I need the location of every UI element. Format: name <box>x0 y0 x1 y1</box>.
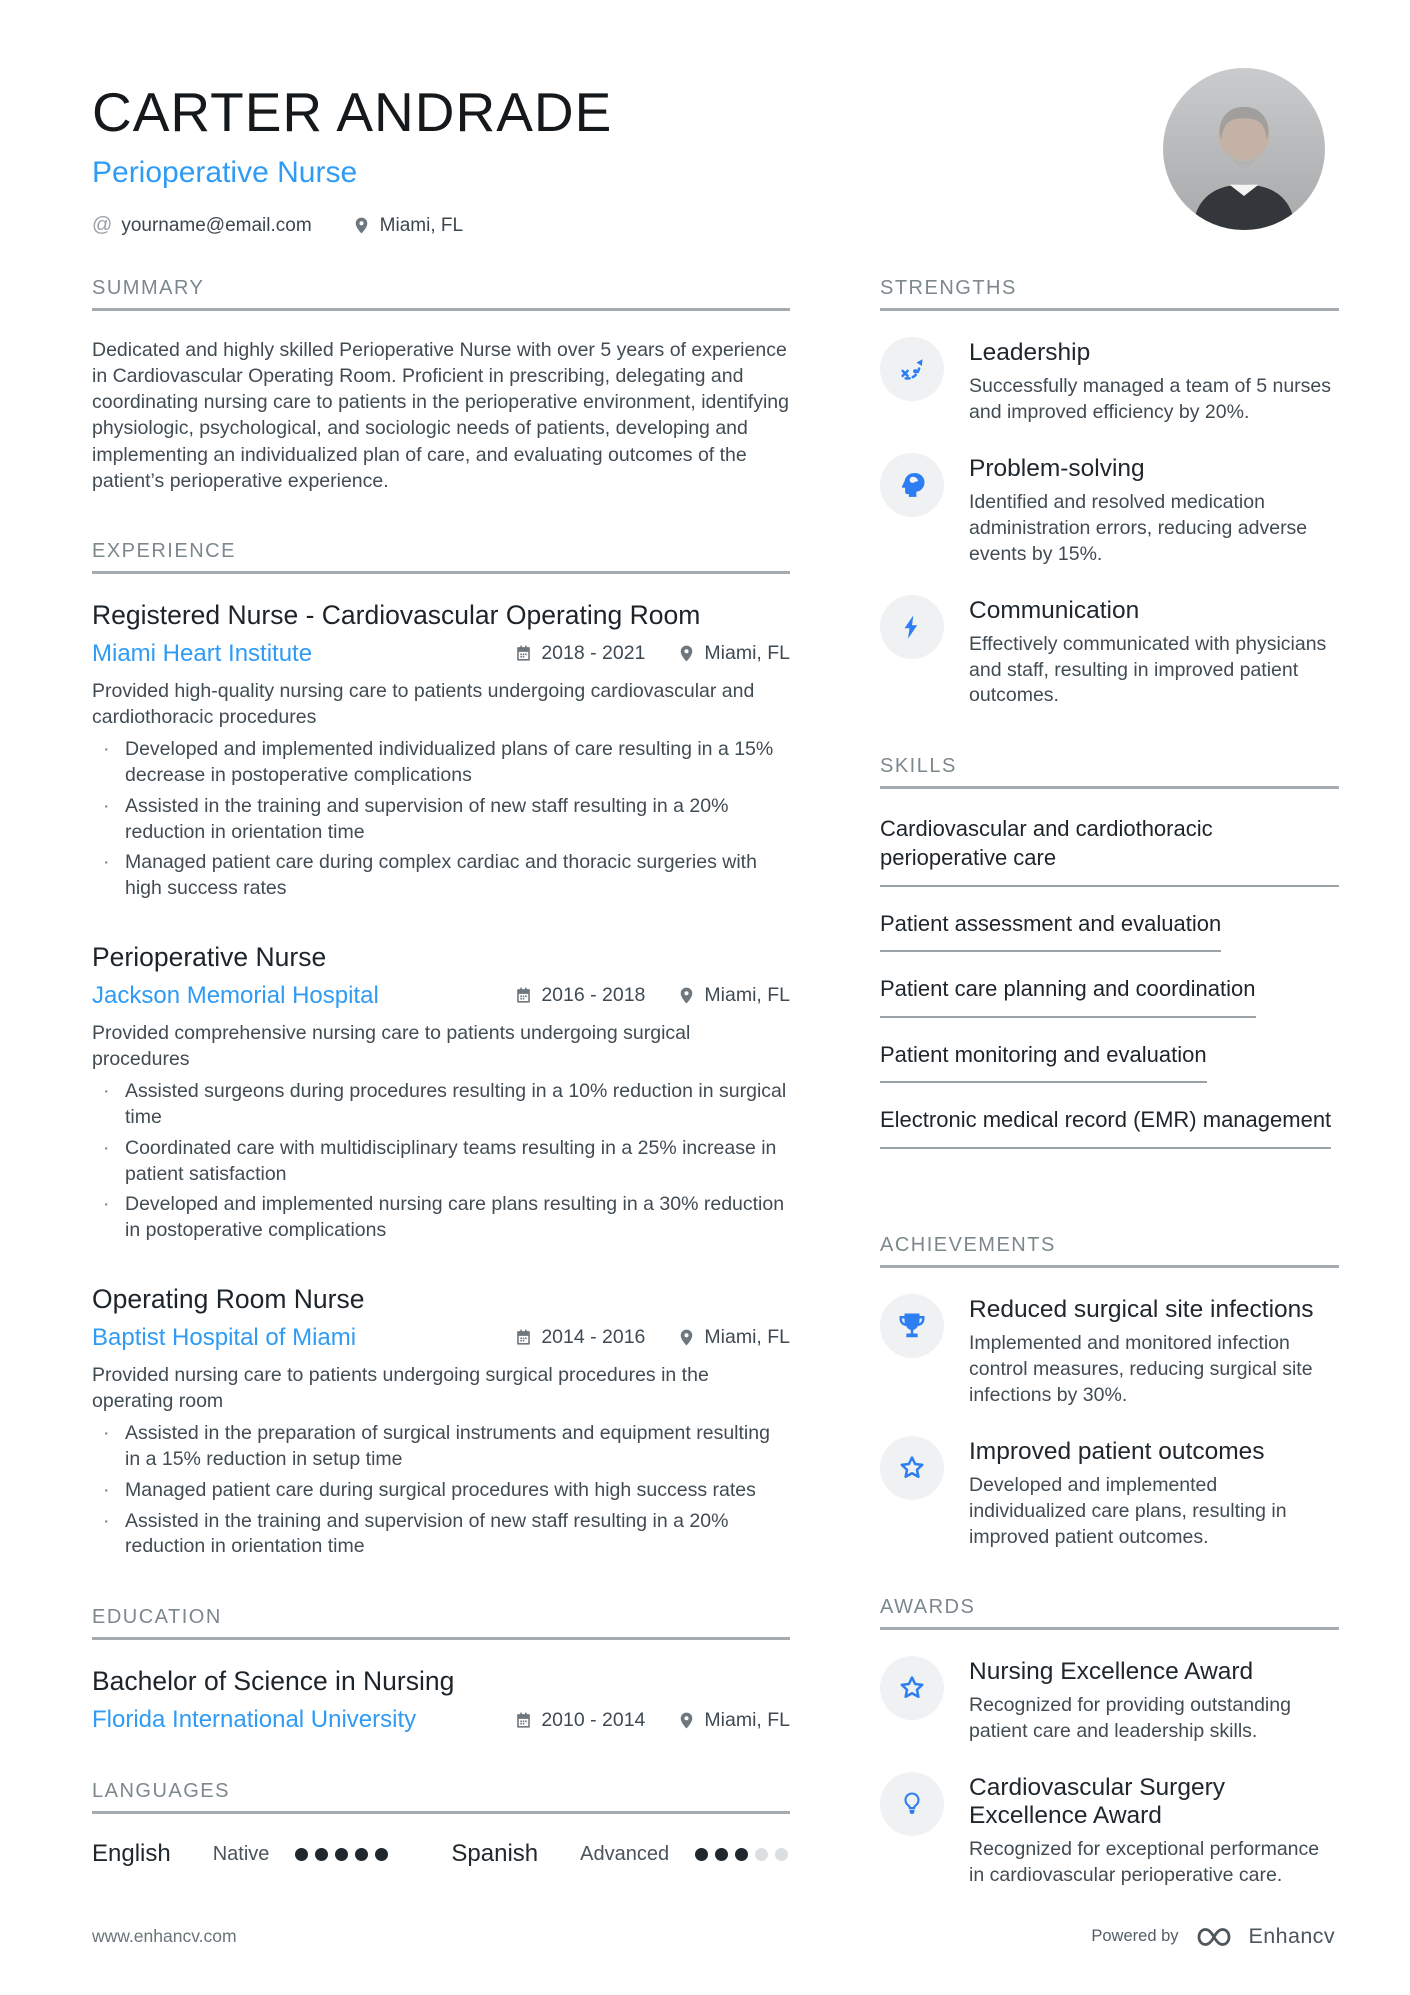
job-description: Provided nursing care to patients undergoing surgical procedures in the operating room <box>92 1363 709 1413</box>
languages-section <box>92 1780 790 1868</box>
education-meta-row <box>92 1706 790 1734</box>
experience-list <box>92 600 790 1560</box>
item-title: Problem-solving <box>969 454 1145 482</box>
location-text: Miami, FL <box>379 214 464 236</box>
languages-list <box>92 1840 790 1868</box>
job-bullets <box>92 1421 790 1560</box>
item-body <box>969 1294 1339 1409</box>
strategy-icon <box>880 337 944 401</box>
education-location-text: Miami, FL <box>704 1708 790 1731</box>
item-body <box>969 595 1339 710</box>
item-text: Identified and resolved medication administration errors, reducing adverse events by 15%. <box>969 490 1308 565</box>
proficiency-dot <box>335 1848 348 1861</box>
powered-by <box>1091 1924 1335 1949</box>
job-description: Provided comprehensive nursing care to patients undergoing surgical procedures <box>92 1021 691 1071</box>
job-bullet: · Assisted in the training and supervision of new staff resulting in a 20% reduction in orientation time <box>92 1509 790 1560</box>
job-location <box>677 984 790 1007</box>
item-text: Developed and implemented individualized care plans, resulting in improved patient outcomes. <box>969 1473 1287 1548</box>
company-link[interactable]: Jackson Memorial Hospital <box>92 981 379 1009</box>
experience-section <box>92 540 790 1560</box>
language-name: Spanish <box>451 1840 539 1868</box>
education-dates-text: 2010 - 2014 <box>541 1708 646 1731</box>
at-icon: @ <box>92 214 113 236</box>
job-bullet: · Coordinated care with multidisciplinary teams resulting in a 25% increase in patient satisfaction <box>92 1136 790 1187</box>
skill-row <box>880 815 1339 909</box>
job-meta-details <box>514 642 790 665</box>
job-location <box>677 1326 790 1349</box>
skill-item: Patient assessment and evaluation <box>880 910 1221 953</box>
item-body <box>969 1656 1339 1745</box>
proficiency-dot <box>315 1848 328 1861</box>
proficiency-dot <box>775 1848 788 1861</box>
location-pin-icon <box>677 644 696 663</box>
skill-item: Cardiovascular and cardiothoracic perioperative care <box>880 815 1339 886</box>
education-section <box>92 1606 790 1734</box>
summary-heading: SUMMARY <box>92 277 790 311</box>
education-meta-details <box>514 1709 790 1732</box>
star-icon <box>880 1656 944 1720</box>
star-icon <box>880 1436 944 1500</box>
strength-entry <box>880 453 1339 568</box>
calendar-icon <box>514 644 533 663</box>
calendar-icon <box>514 1328 533 1347</box>
job-bullet: · Managed patient care during surgical procedures with high success rates <box>92 1478 790 1504</box>
location-pin-icon <box>677 986 696 1005</box>
skill-row <box>880 975 1339 1041</box>
language-proficiency-dots <box>695 1848 795 1861</box>
job-dates-text: 2014 - 2016 <box>541 1326 646 1349</box>
item-title: Cardiovascular Surgery Excellence Award <box>969 1774 1225 1830</box>
item-body <box>969 453 1339 568</box>
job-bullets <box>92 737 790 901</box>
proficiency-dot <box>715 1848 728 1861</box>
job-meta-row <box>92 1324 790 1352</box>
item-body <box>969 1772 1339 1889</box>
job-bullet: · Developed and implemented individualized plans of care resulting in a 15% decrease in postoperative complications <box>92 737 790 788</box>
item-title: Communication <box>969 596 1140 624</box>
achievements-list <box>880 1294 1339 1551</box>
brand-name: Enhancv <box>1248 1924 1335 1948</box>
calendar-icon <box>514 986 533 1005</box>
strengths-heading: STRENGTHS <box>880 277 1339 311</box>
language-name: English <box>92 1840 171 1868</box>
language-level: Native <box>212 1842 270 1865</box>
language-item <box>92 1840 395 1868</box>
email-contact <box>92 214 312 237</box>
profile-photo <box>1163 68 1325 230</box>
strength-entry <box>880 595 1339 710</box>
awards-section <box>880 1596 1339 1889</box>
languages-heading: LANGUAGES <box>92 1780 790 1814</box>
achievements-section <box>880 1234 1339 1551</box>
job-location-text: Miami, FL <box>704 984 790 1007</box>
education-heading: EDUCATION <box>92 1606 790 1640</box>
proficiency-dot <box>755 1848 768 1861</box>
item-title: Improved patient outcomes <box>969 1437 1265 1465</box>
job-dates-text: 2016 - 2018 <box>541 984 646 1007</box>
item-text: Recognized for providing outstanding patient care and leadership skills. <box>969 1694 1291 1743</box>
item-text: Effectively communicated with physicians and staff, resulting in improved patient outcomes. <box>969 632 1327 707</box>
summary-text: Dedicated and highly skilled Perioperative Nurse with over 5 years of experience in Cardiovascular Operating Room. Proficient in prescribing, delegating and coordinating nursing care to patients in the perioperative environment, identifying physiologic, psychological, and sociologic needs of patients, developing and implementing an individualized plan of care, and evaluating outcomes of the patient’s perioperative experience. <box>92 339 790 492</box>
achievements-heading: ACHIEVEMENTS <box>880 1234 1339 1268</box>
experience-heading: EXPERIENCE <box>92 540 790 574</box>
job-bullet: · Developed and implemented nursing care plans resulting in a 30% reduction in postoperative complications <box>92 1192 790 1243</box>
content-columns <box>0 277 1410 1935</box>
job-bullet: · Assisted in the training and supervision of new staff resulting in a 20% reduction in orientation time <box>92 794 790 845</box>
job-title: Perioperative Nurse <box>92 941 327 972</box>
language-item <box>451 1840 795 1868</box>
proficiency-dot <box>695 1848 708 1861</box>
education-entry <box>92 1666 790 1734</box>
job-location <box>677 642 790 665</box>
job-dates <box>514 984 645 1007</box>
location-pin-icon <box>352 216 371 235</box>
language-proficiency-dots <box>295 1848 395 1861</box>
item-body <box>969 337 1339 426</box>
location-pin-icon <box>677 1328 696 1347</box>
job-description: Provided high-quality nursing care to patients undergoing cardiovascular and cardiothoracic procedures <box>92 679 755 729</box>
person-name: CARTER ANDRADE <box>92 81 613 143</box>
item-title: Reduced surgical site infections <box>969 1295 1314 1323</box>
experience-entry <box>92 1284 790 1560</box>
skills-heading: SKILLS <box>880 755 1339 789</box>
email-link[interactable]: yourname@email.com <box>121 214 312 236</box>
item-text: Successfully managed a team of 5 nurses and improved efficiency by 20%. <box>969 375 1332 423</box>
job-meta-details <box>514 1326 790 1349</box>
proficiency-dot <box>375 1848 388 1861</box>
calendar-icon <box>514 1711 533 1730</box>
job-title: Registered Nurse - Cardiovascular Operating Room <box>92 599 701 630</box>
proficiency-dot <box>295 1848 308 1861</box>
awards-heading: AWARDS <box>880 1596 1339 1630</box>
language-level: Advanced <box>580 1842 670 1865</box>
job-meta-details <box>514 984 790 1007</box>
skill-row <box>880 910 1339 976</box>
item-title: Nursing Excellence Award <box>969 1658 1254 1686</box>
skill-item: Patient care planning and coordination <box>880 975 1256 1018</box>
awards-list <box>880 1656 1339 1889</box>
location-pin-icon <box>677 1711 696 1730</box>
job-dates-text: 2018 - 2021 <box>541 642 646 665</box>
company-link[interactable]: Baptist Hospital of Miami <box>92 1323 357 1351</box>
job-location-text: Miami, FL <box>704 642 790 665</box>
item-text: Recognized for exceptional performance in cardiovascular perioperative care. <box>969 1838 1320 1887</box>
header-identity <box>92 56 612 237</box>
skills-section <box>880 755 1339 1172</box>
strength-entry <box>880 337 1339 426</box>
right-column <box>880 277 1339 1935</box>
header <box>0 0 1410 237</box>
education-dates <box>514 1709 645 1732</box>
job-bullets <box>92 1079 790 1243</box>
strengths-list <box>880 337 1339 709</box>
powered-by-label: Powered by <box>1091 1927 1179 1945</box>
job-dates <box>514 642 645 665</box>
award-entry <box>880 1656 1339 1745</box>
experience-entry <box>92 942 790 1244</box>
education-location <box>677 1709 790 1732</box>
proficiency-dot <box>735 1848 748 1861</box>
job-bullet: · Managed patient care during complex cardiac and thoracic surgeries with high success rates <box>92 850 790 901</box>
skills-list <box>880 815 1339 1172</box>
strengths-section <box>880 277 1339 709</box>
location-contact <box>352 215 463 237</box>
company-link[interactable]: Miami Heart Institute <box>92 639 313 667</box>
job-dates <box>514 1326 645 1349</box>
summary-section <box>92 277 790 494</box>
head-icon <box>880 453 944 517</box>
skill-row <box>880 1106 1339 1172</box>
item-title: Leadership <box>969 339 1091 366</box>
lightbulb-icon <box>880 1772 944 1836</box>
job-title: Operating Room Nurse <box>92 1283 365 1314</box>
lightning-icon <box>880 595 944 659</box>
item-body <box>969 1436 1339 1551</box>
skill-item: Patient monitoring and evaluation <box>880 1041 1207 1084</box>
person-title: Perioperative Nurse <box>92 156 358 189</box>
achievement-entry <box>880 1294 1339 1409</box>
job-bullet: · Assisted in the preparation of surgical instruments and equipment resulting in a 15% reduction in setup time <box>92 1421 790 1472</box>
skill-row <box>880 1041 1339 1107</box>
contact-row <box>92 214 612 237</box>
proficiency-dot <box>355 1848 368 1861</box>
school-link[interactable]: Florida International University <box>92 1706 417 1734</box>
job-meta-row <box>92 982 790 1010</box>
website-link[interactable]: www.enhancv.com <box>92 1926 237 1946</box>
enhancv-logo-icon <box>1192 1925 1236 1949</box>
footer <box>92 1924 1335 1949</box>
job-bullet: · Assisted surgeons during procedures resulting in a 10% reduction in surgical time <box>92 1079 790 1130</box>
experience-entry <box>92 600 790 902</box>
left-column <box>92 277 790 1935</box>
achievement-entry <box>880 1436 1339 1551</box>
job-meta-row <box>92 640 790 668</box>
item-text: Implemented and monitored infection control measures, reducing surgical site infections by 30%. <box>969 1331 1313 1406</box>
job-location-text: Miami, FL <box>704 1326 790 1349</box>
degree-title: Bachelor of Science in Nursing <box>92 1666 455 1697</box>
award-entry <box>880 1772 1339 1889</box>
skill-item: Electronic medical record (EMR) management <box>880 1106 1331 1149</box>
trophy-icon <box>880 1294 944 1358</box>
